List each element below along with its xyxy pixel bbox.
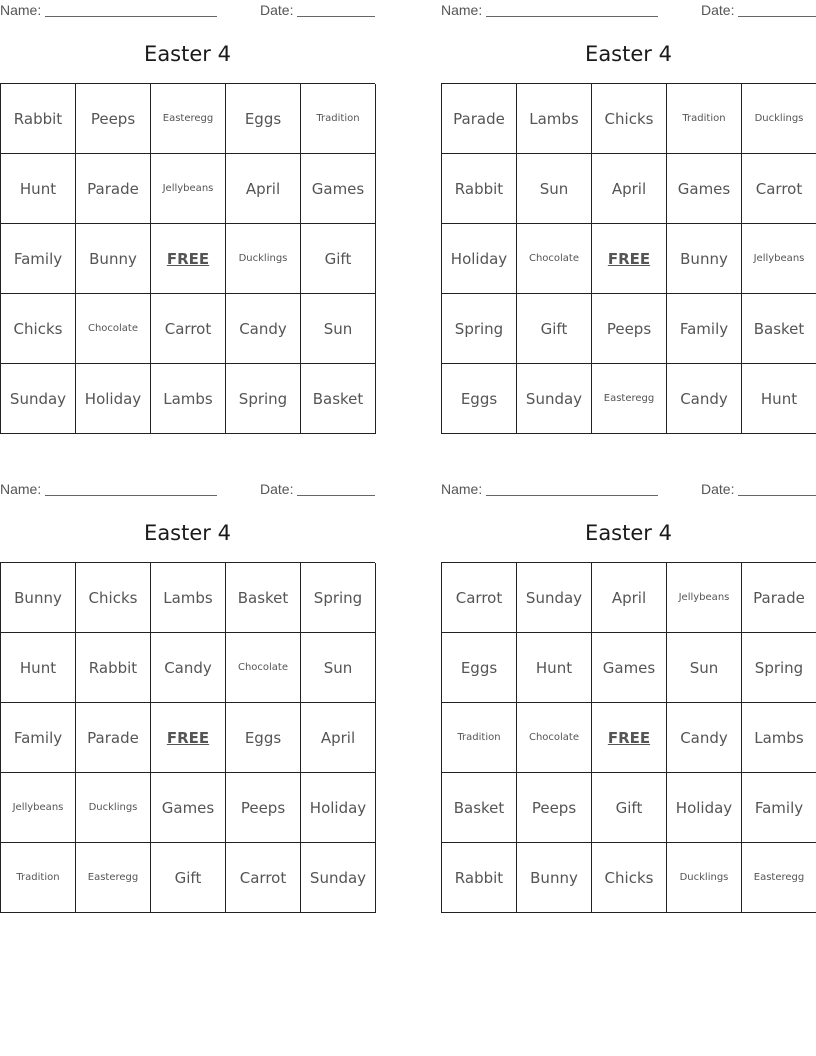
bingo-cell: Candy [151, 633, 226, 703]
name-date-row [441, 479, 816, 501]
bingo-cell: Games [301, 154, 376, 224]
bingo-cell: Tradition [1, 843, 76, 913]
bingo-cell: Carrot [151, 294, 226, 364]
free-space-cell: FREE [151, 703, 226, 773]
bingo-cell: Hunt [742, 364, 816, 434]
bingo-cell: Sun [667, 633, 742, 703]
bingo-cell: Tradition [301, 84, 376, 154]
bingo-cell: Holiday [76, 364, 151, 434]
bingo-cell: Carrot [442, 563, 517, 633]
bingo-cell: Hunt [1, 154, 76, 224]
name-date-row [0, 479, 376, 501]
bingo-cell: Ducklings [226, 224, 301, 294]
name-blank-line [45, 16, 217, 17]
bingo-cell: Holiday [301, 773, 376, 843]
bingo-cell: Eggs [226, 84, 301, 154]
date-label: Date: [701, 2, 735, 18]
bingo-cell: Basket [442, 773, 517, 843]
bingo-cell: April [301, 703, 376, 773]
bingo-cell: Chocolate [76, 294, 151, 364]
bingo-cell: Sunday [517, 364, 592, 434]
bingo-cell: Peeps [592, 294, 667, 364]
bingo-grid [441, 83, 816, 434]
bingo-cell: Parade [76, 154, 151, 224]
bingo-cell: Rabbit [1, 84, 76, 154]
bingo-cell: Parade [742, 563, 816, 633]
bingo-cell: Basket [226, 563, 301, 633]
bingo-cell: Carrot [742, 154, 816, 224]
bingo-cell: Peeps [226, 773, 301, 843]
card-title: Easter 4 [585, 42, 672, 66]
date-blank-line [738, 495, 816, 496]
bingo-cell: Easteregg [742, 843, 816, 913]
bingo-cell: Chicks [592, 84, 667, 154]
bingo-cell: Family [667, 294, 742, 364]
bingo-cell: Bunny [1, 563, 76, 633]
bingo-cell: Candy [667, 703, 742, 773]
free-space-cell: FREE [592, 703, 667, 773]
bingo-cell: Holiday [667, 773, 742, 843]
bingo-cell: Tradition [667, 84, 742, 154]
bingo-cell: Jellybeans [151, 154, 226, 224]
date-blank-line [297, 16, 375, 17]
bingo-cell: Bunny [76, 224, 151, 294]
bingo-grid [0, 562, 375, 913]
bingo-card-3 [0, 479, 376, 887]
bingo-cell: Family [742, 773, 816, 843]
bingo-cell: Carrot [226, 843, 301, 913]
bingo-cell: Easteregg [592, 364, 667, 434]
bingo-cell: Sun [517, 154, 592, 224]
bingo-cell: Chicks [592, 843, 667, 913]
bingo-cell: Ducklings [742, 84, 816, 154]
bingo-cell: Jellybeans [1, 773, 76, 843]
bingo-cell: Sunday [1, 364, 76, 434]
free-space-cell: FREE [592, 224, 667, 294]
bingo-cell: Holiday [442, 224, 517, 294]
bingo-cell: Easteregg [76, 843, 151, 913]
bingo-cell: Chicks [1, 294, 76, 364]
bingo-cell: Family [1, 224, 76, 294]
bingo-cell: Basket [742, 294, 816, 364]
bingo-cell: Candy [226, 294, 301, 364]
bingo-cell: Tradition [442, 703, 517, 773]
name-blank-line [45, 495, 217, 496]
name-date-row [441, 0, 816, 22]
name-label: Name: [0, 2, 42, 18]
bingo-cell: Gift [592, 773, 667, 843]
bingo-card-1 [0, 0, 376, 408]
date-label: Date: [260, 2, 294, 18]
bingo-cell: Candy [667, 364, 742, 434]
bingo-cell: Sun [301, 633, 376, 703]
bingo-cell: Games [592, 633, 667, 703]
bingo-cell: Sunday [517, 563, 592, 633]
bingo-cell: Sun [301, 294, 376, 364]
bingo-cell: Ducklings [667, 843, 742, 913]
bingo-cell: Bunny [517, 843, 592, 913]
card-title: Easter 4 [585, 521, 672, 545]
bingo-cell: Jellybeans [667, 563, 742, 633]
bingo-cell: Eggs [442, 364, 517, 434]
bingo-cell: Hunt [517, 633, 592, 703]
bingo-cell: Chocolate [517, 224, 592, 294]
bingo-card-2 [441, 0, 816, 408]
free-space-cell: FREE [151, 224, 226, 294]
bingo-cell: Games [151, 773, 226, 843]
bingo-cell: Ducklings [76, 773, 151, 843]
bingo-cell: Parade [76, 703, 151, 773]
bingo-cell: April [226, 154, 301, 224]
bingo-cell: Hunt [1, 633, 76, 703]
bingo-cell: Eggs [226, 703, 301, 773]
bingo-cell: Lambs [517, 84, 592, 154]
bingo-cell: Lambs [151, 563, 226, 633]
date-label: Date: [260, 481, 294, 497]
name-blank-line [486, 495, 658, 496]
bingo-grid [441, 562, 816, 913]
bingo-cell: Spring [301, 563, 376, 633]
name-label: Name: [441, 2, 483, 18]
bingo-cell: Sunday [301, 843, 376, 913]
bingo-grid [0, 83, 375, 434]
bingo-cell: Gift [151, 843, 226, 913]
bingo-cell: Parade [442, 84, 517, 154]
name-label: Name: [441, 481, 483, 497]
bingo-cell: Family [1, 703, 76, 773]
bingo-cell: Chocolate [226, 633, 301, 703]
bingo-cell: Spring [442, 294, 517, 364]
bingo-cell: Gift [517, 294, 592, 364]
date-blank-line [297, 495, 375, 496]
bingo-cell: Peeps [517, 773, 592, 843]
bingo-cell: Chicks [76, 563, 151, 633]
bingo-cell: Lambs [151, 364, 226, 434]
name-label: Name: [0, 481, 42, 497]
bingo-cell: Bunny [667, 224, 742, 294]
date-blank-line [738, 16, 816, 17]
bingo-cell: Eggs [442, 633, 517, 703]
bingo-cell: Rabbit [76, 633, 151, 703]
bingo-card-4 [441, 479, 816, 887]
bingo-cell: April [592, 563, 667, 633]
date-label: Date: [701, 481, 735, 497]
bingo-cell: Chocolate [517, 703, 592, 773]
bingo-cell: Spring [226, 364, 301, 434]
bingo-cell: Rabbit [442, 154, 517, 224]
bingo-cell: Jellybeans [742, 224, 816, 294]
card-title: Easter 4 [144, 42, 231, 66]
bingo-cell: Basket [301, 364, 376, 434]
bingo-cell: Peeps [76, 84, 151, 154]
name-date-row [0, 0, 376, 22]
bingo-cell: Easteregg [151, 84, 226, 154]
name-blank-line [486, 16, 658, 17]
bingo-cell: Games [667, 154, 742, 224]
bingo-cell: Spring [742, 633, 816, 703]
bingo-cell: Gift [301, 224, 376, 294]
bingo-cell: Rabbit [442, 843, 517, 913]
card-title: Easter 4 [144, 521, 231, 545]
bingo-cell: Lambs [742, 703, 816, 773]
bingo-cell: April [592, 154, 667, 224]
